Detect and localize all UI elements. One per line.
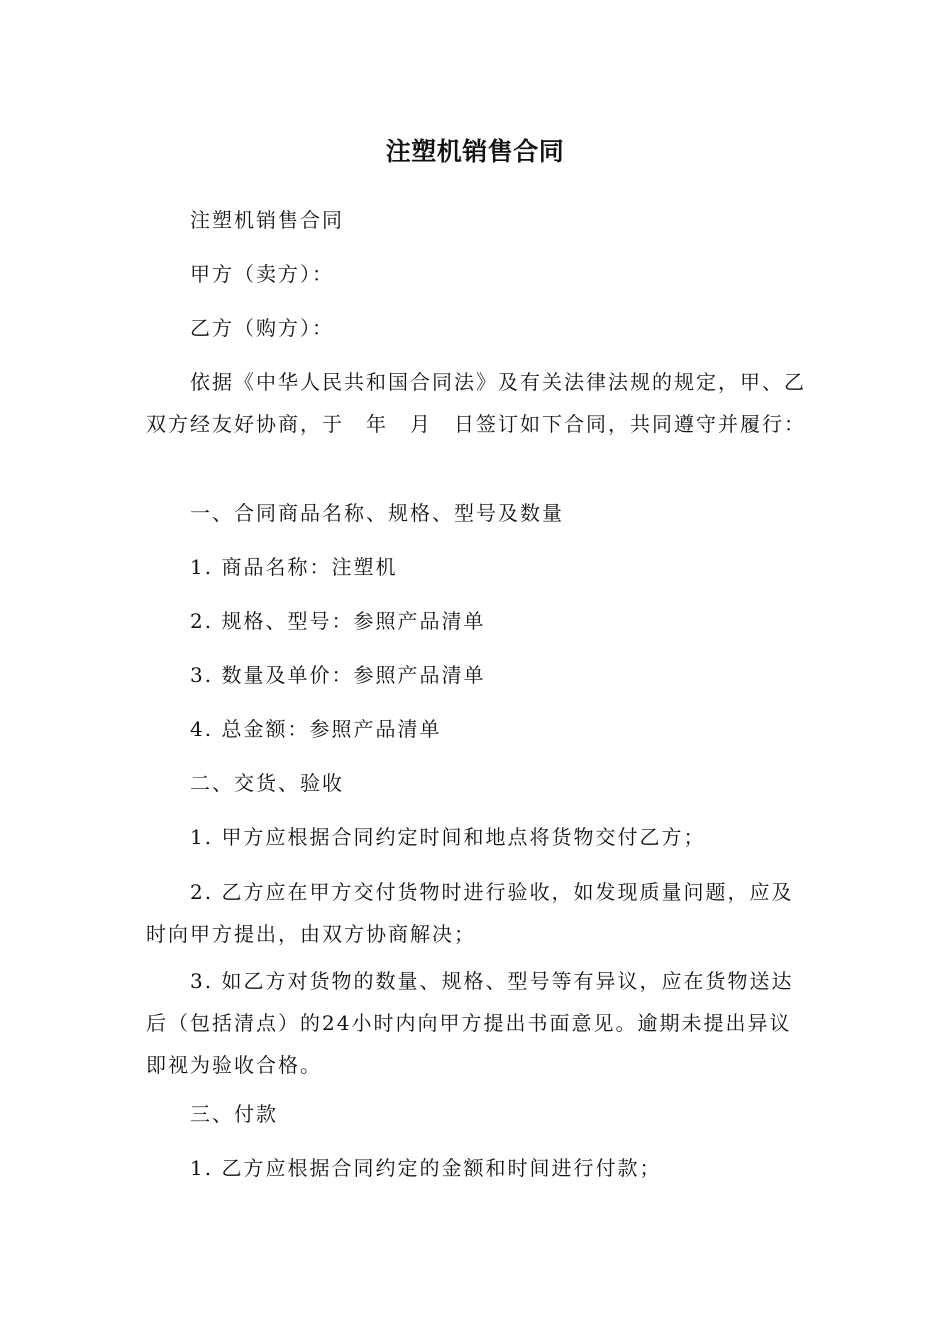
section-heading-3: 三、付款 xyxy=(190,1102,278,1126)
document-title: 注塑机销售合同 xyxy=(385,137,565,166)
clause-1-1: 1. 商品名称：注塑机 xyxy=(190,555,398,579)
clause-1-3: 3. 数量及单价：参照产品清单 xyxy=(190,663,486,687)
paragraph-heading-repeat: 注塑机销售合同 xyxy=(190,208,344,232)
clause-2-2: 2. 乙方应在甲方交付货物时进行验收，如发现质量问题，应及时向甲方提出，由双方协商解决； xyxy=(146,880,794,946)
paragraph-party-b: 乙方（购方）： xyxy=(190,316,334,340)
section-heading-1: 一、合同商品名称、规格、型号及数量 xyxy=(190,501,564,525)
clause-1-4: 4. 总金额：参照产品清单 xyxy=(190,717,442,741)
paragraph-party-a: 甲方（卖方）： xyxy=(190,262,334,286)
clause-2-3: 3. 如乙方对货物的数量、规格、型号等有异议，应在货物送达后（包括清点）的24小时内向甲方提出书面意见。逾期未提出异议即视为验收合格。 xyxy=(146,969,794,1077)
section-heading-2: 二、交货、验收 xyxy=(190,771,344,795)
clause-1-2: 2. 规格、型号：参照产品清单 xyxy=(190,609,486,633)
clause-3-1: 1. 乙方应根据合同约定的金额和时间进行付款； xyxy=(190,1156,662,1180)
paragraph-preamble: 依据《中华人民共和国合同法》及有关法律法规的规定，甲、乙双方经友好协商，于 年 月 日签订如下合同，共同遵守并履行： xyxy=(146,370,806,436)
clause-2-1: 1. 甲方应根据合同约定时间和地点将货物交付乙方； xyxy=(190,825,706,849)
